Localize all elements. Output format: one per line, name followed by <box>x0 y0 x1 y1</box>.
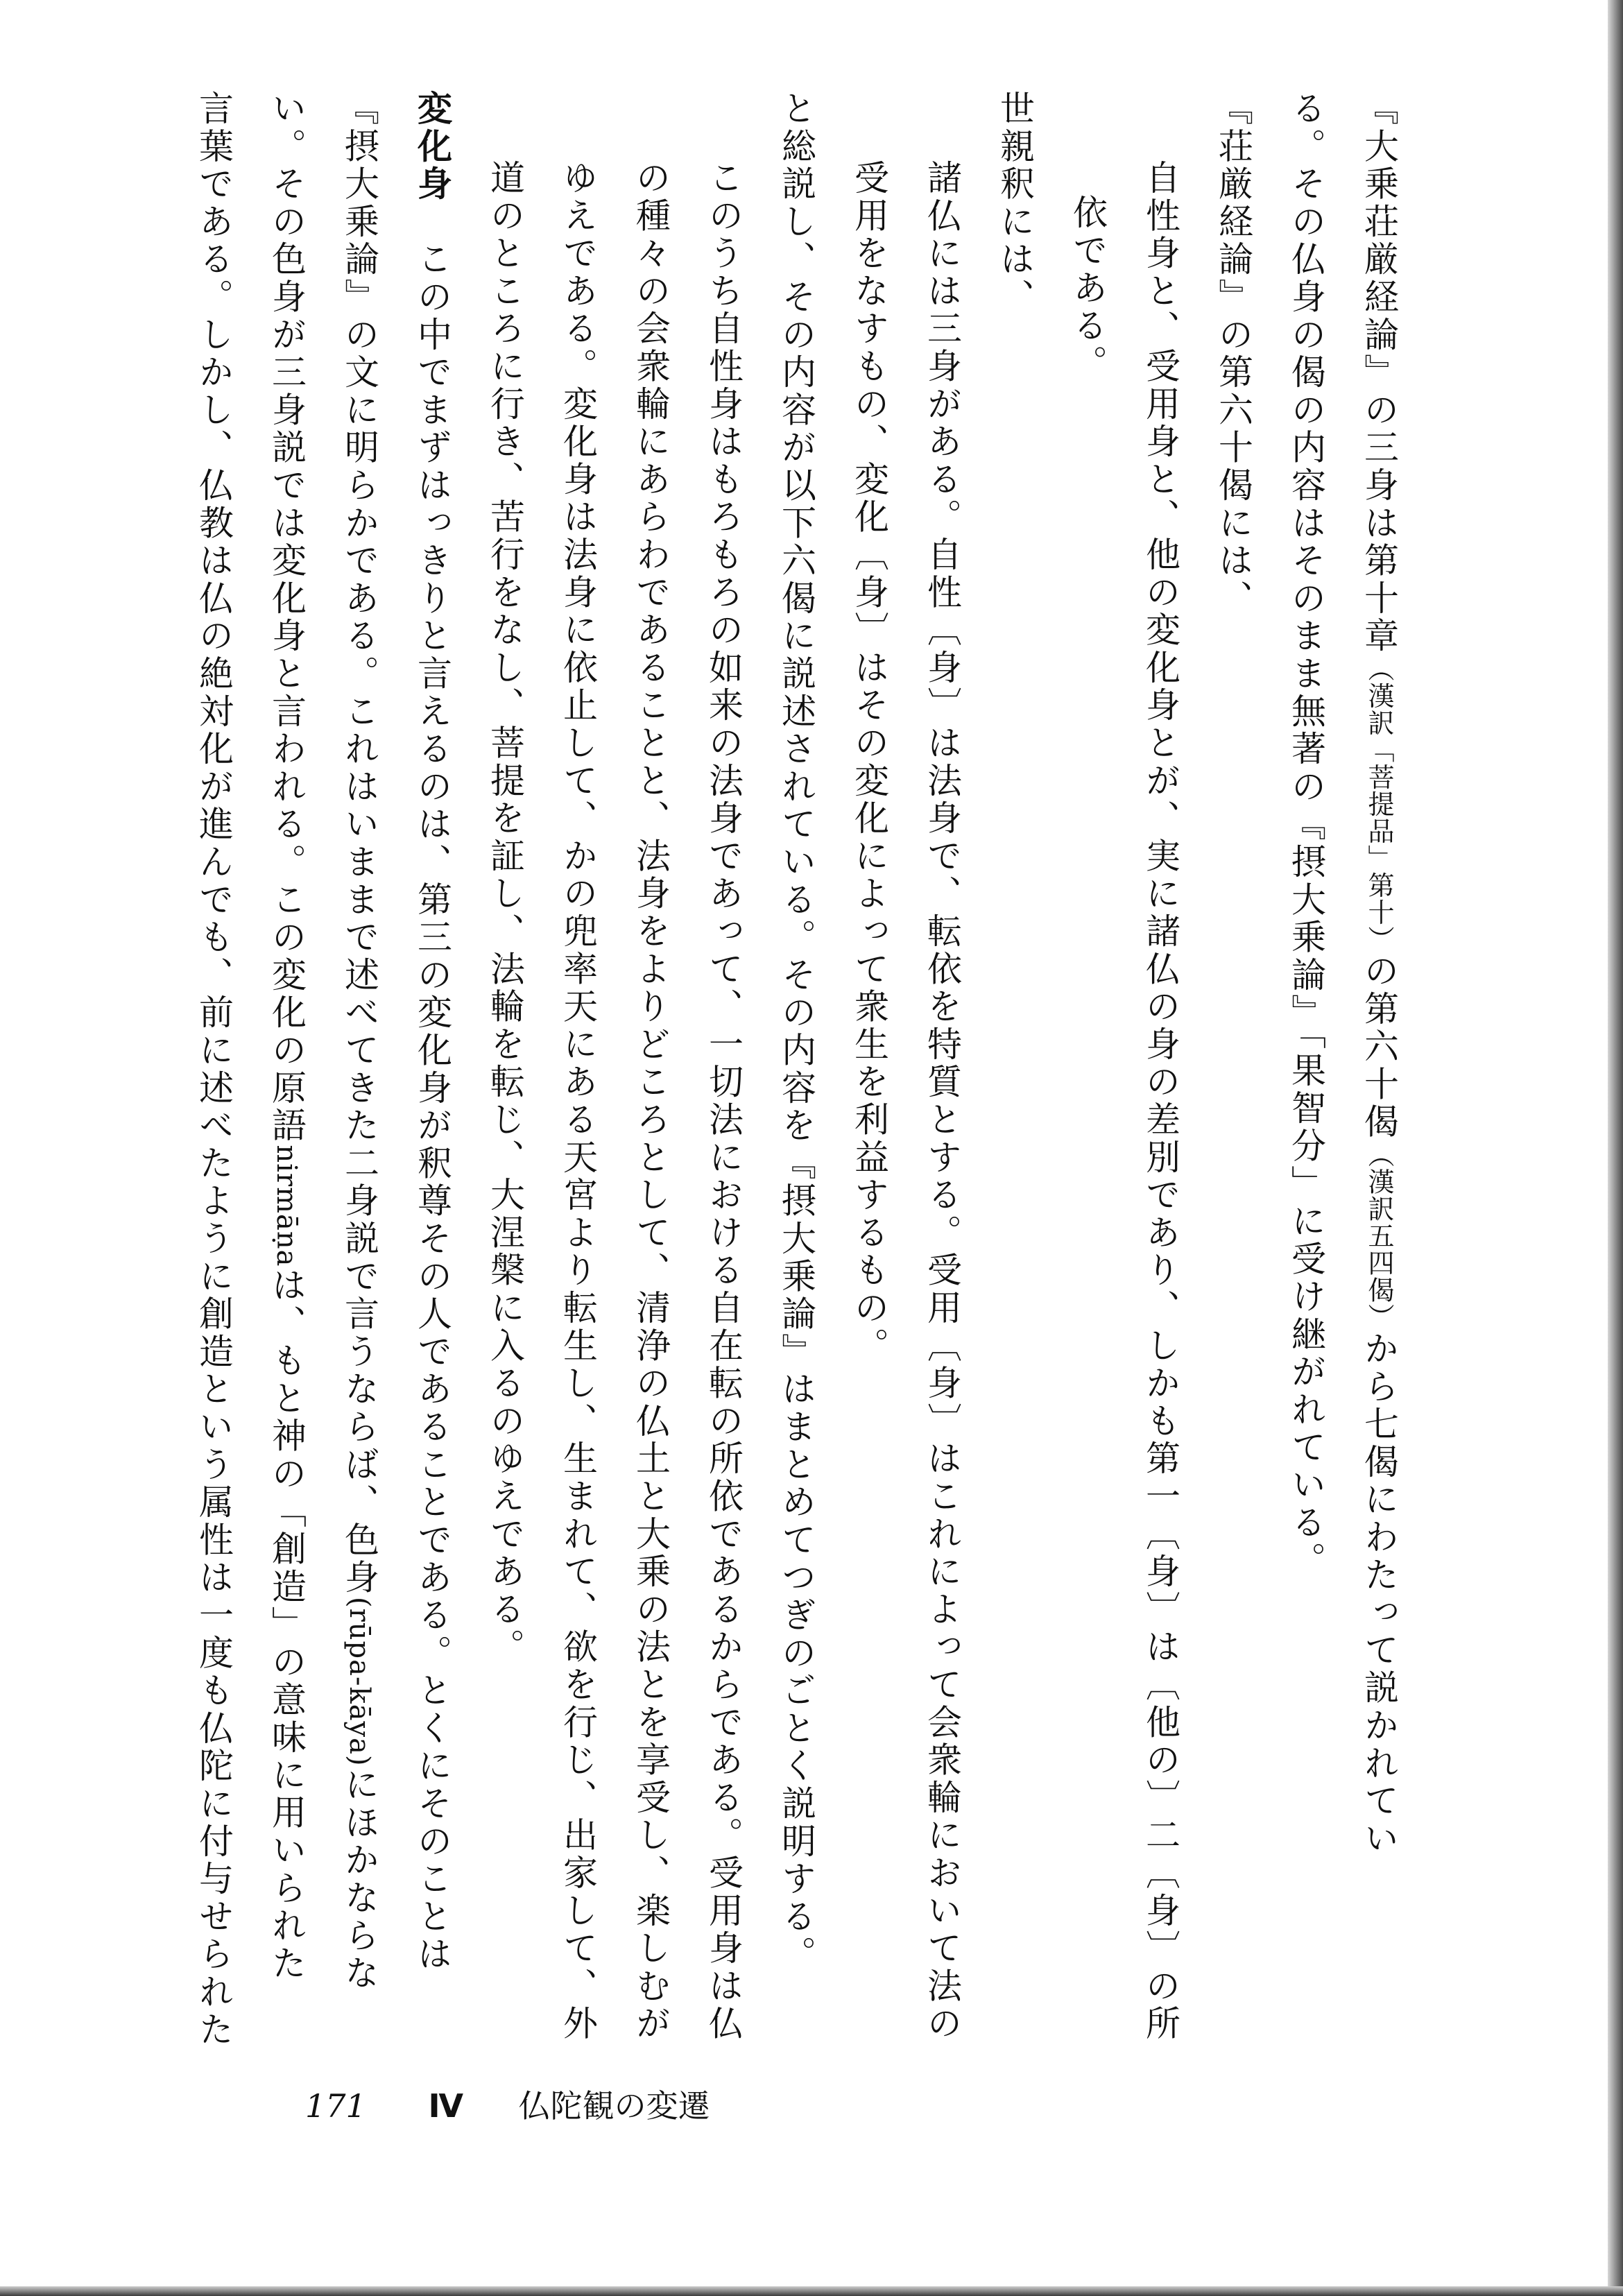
quote-line: ゆえである。変化身は法身に依止して、かの兜率天にある天宮より転生し、生まれて、欲を行じ、出家して、外 <box>558 160 598 2043</box>
quote-line: 依である。 <box>1067 194 1108 383</box>
text-line: と総説し、その内容が以下六偈に説述されている。その内容を『摂大乗論』はまとめてつぎのごとく説明する。 <box>776 90 816 1973</box>
text-line: る。その仏身の偈の内容はそのまま無著の『摂大乗論』「果智分」に受け継がれている。 <box>1286 90 1326 1579</box>
text-line: 『大乗荘厳経論』の三身は第十章（漢訳「菩提品」第十）の第六十偈（漢訳五四偈）から七偈にわたって説かれてい <box>1359 90 1399 1858</box>
quote-line: このうち自性身はもろもろの如来の法身であって、一切法における自在転の所依であるからである。受用身は仏 <box>703 160 744 2043</box>
text-line: 世親釈には、 <box>995 90 1035 316</box>
page-number: 171 <box>305 2087 366 2125</box>
section-line: 変化身 この中でまずはっきりと言えるのは、第三の変化身が釈尊その人であることである。とくにそのことは <box>412 90 452 1974</box>
page-edge-shadow <box>1608 0 1623 2296</box>
quote-line: 道のところに行き、苦行をなし、菩提を証し、法輪を転じ、大涅槃に入るのゆえである。 <box>485 160 525 1666</box>
quote-line: 諸仏には三身がある。自性〔身〕は法身で、転依を特質とする。受用〔身〕はこれによって会衆輪において法の <box>922 160 962 2043</box>
page-bottom-shadow <box>0 2286 1623 2296</box>
quote-line: 自性身と、受用身と、他の変化身とが、実に諸仏の身の差別であり、しかも第一〔身〕は〔他の〕二〔身〕の所 <box>1140 160 1180 2043</box>
chapter-numeral: Ⅳ <box>428 2087 463 2125</box>
text-line: い。その色身が三身説では変化身と言われる。この変化の原語nirmāṇaは、もと神の「創造」の意味に用いられた <box>266 90 307 1983</box>
text-line: 言葉である。しかし、仏教は仏の絶対化が進んでも、前に述べたように創造という属性は一度も仏陀に付与せられた <box>194 90 234 2049</box>
chapter-title: 仏陀観の変遷 <box>518 2087 710 2125</box>
section-heading: 変化身 <box>412 90 452 203</box>
text-line: 『荘厳経論』の第六十偈には、 <box>1213 90 1253 618</box>
quote-line: 受用をなすもの、変化〔身〕はその変化によって衆生を利益するもの。 <box>849 160 889 1365</box>
page-footer <box>305 2081 710 2127</box>
vertical-body-text <box>177 90 1415 2049</box>
text-line: 『摂大乗論』の文に明らかである。これはいままで述べてきた二身説で言うならば、色身(rūpa-kāya)にほかならな <box>339 90 379 1993</box>
quote-line: の種々の会衆輪にあらわであることと、法身をよりどころとして、清浄の仏土と大乗の法とを享受し、楽しむが <box>630 160 671 2043</box>
